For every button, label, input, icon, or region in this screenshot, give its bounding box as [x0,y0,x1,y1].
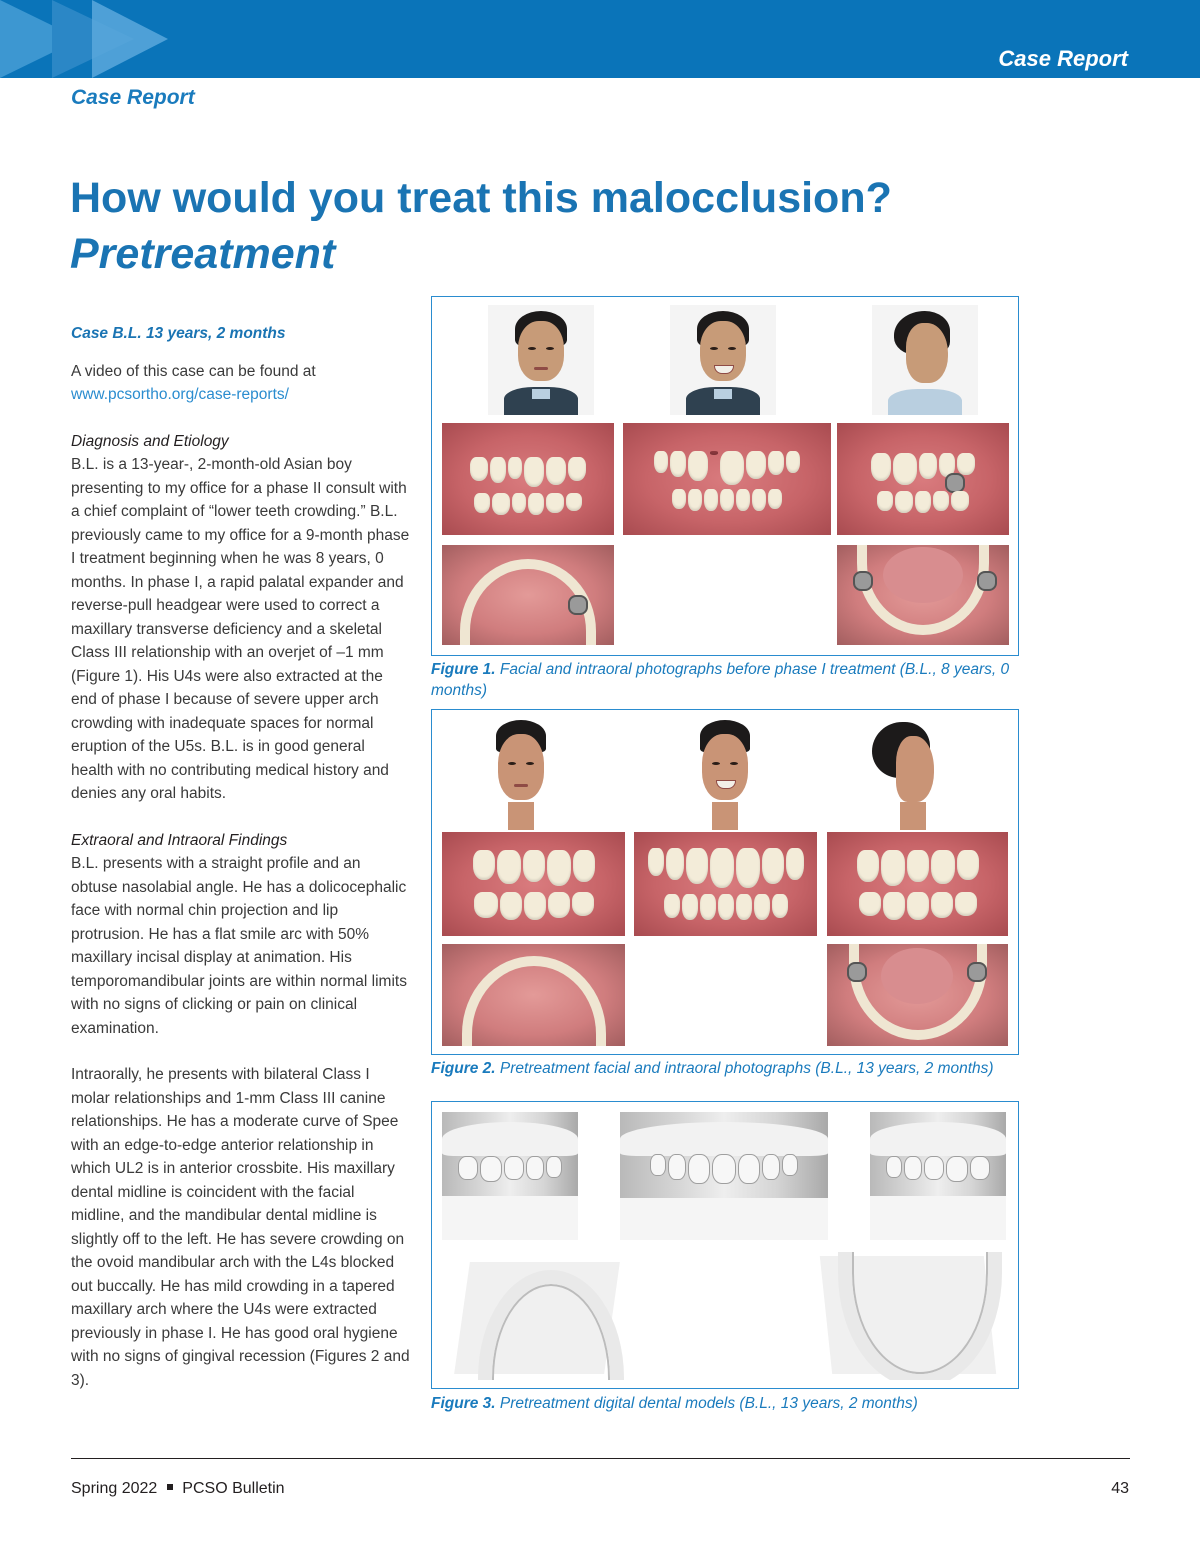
figure-1 [431,296,1019,656]
occlusal-photo-lower [837,545,1009,645]
footer-divider [71,1458,1130,1459]
section-tag: Case Report [71,86,195,109]
figure-label: Figure 1. [431,661,496,678]
dental-model-occlusal-upper [444,1252,634,1380]
intraoral-photo-right [442,423,614,535]
figure-caption-text: Facial and intraoral photographs before phase I treatment (B.L., 8 years, 0 months) [431,661,1010,699]
section-heading: Extraoral and Intraoral Findings [71,831,288,849]
header-banner [0,0,1200,78]
video-note-text: A video of this case can be found at [71,362,316,380]
page-number: 43 [1111,1480,1129,1497]
section-heading: Diagnosis and Etiology [71,432,229,450]
video-link[interactable]: www.pcsortho.org/case-reports/ [71,386,289,403]
facial-photo-profile [852,718,950,830]
dental-model-occlusal-lower [802,1252,1010,1380]
figure-caption [431,1058,1021,1079]
footer-issue [71,1480,285,1498]
page-title [70,170,892,282]
occlusal-photo-upper [442,944,625,1046]
chevron-decoration [92,0,168,78]
section-body: Intraorally, he presents with bilateral Class I molar relationships and 1-mm Class III canine relationships. He has a moderate curve of Spee with an edge-to-edge anterior relationship in which UL2 is in anterior crossbite. His maxillary dental midline is coincident with the facial midline, and the mandibular dental midline is slightly off to the left. He has severe crowding on the ovoid mandibular arch with the L4s blocked out buccally. He has mild crowding in a tapered maxillary arch where the U4s were extracted previously in phase I. He has good oral hygiene with no signs of gingival recession (Figures 2 and 3). [71,1066,410,1389]
footer-issue-date: Spring 2022 [71,1480,158,1497]
occlusal-photo-lower [827,944,1008,1046]
video-note [71,360,411,407]
title-subtitle: Pretreatment [70,230,336,278]
intraoral-photo-frontal [623,423,831,535]
intraoral-photo-frontal [634,832,817,936]
intraoral-photo-right [442,832,625,936]
figure-2 [431,709,1019,1055]
figure-caption [431,659,1021,701]
article-text [71,322,411,1392]
figure-caption-text: Pretreatment digital dental models (B.L., 13 years, 2 months) [495,1395,918,1412]
section-body: B.L. presents with a straight profile and an obtuse nasolabial angle. He has a dolicocephalic face with normal chin projection and lip protrusion. He has a flat smile arc with 50% maxillary incisal display at animation. His temporomandibular joints are within normal limits with no signs of clicking or pain on clinical examination. [71,855,407,1037]
dental-model-right [442,1112,578,1240]
figure-label: Figure 3. [431,1395,496,1412]
figure-caption [431,1393,1021,1414]
dental-model-left [870,1112,1006,1240]
section-body: B.L. is a 13-year-, 2-month-old Asian boy presenting to my office for a phase II consult with a chief complaint of “lower teeth crowding.” B.L. previously came to my office for a 9-month phase I treatment beginning when he was 8 years, 0 months. In phase I, a rapid palatal expander and reverse-pull headgear were used to correct a maxillary transverse deficiency and a skeletal Class III relationship with an overjet of –1 mm (Figure 1). His U4s were also extracted at the end of phase I because of severe upper arch crowding with inadequate spaces for normal eruption of the U5s. B.L. is in good general health with no contributing medical history and denies any oral habits. [71,456,410,802]
facial-photo-profile [872,305,978,415]
figure-label: Figure 2. [431,1060,496,1077]
intraoral-photo-left [827,832,1008,936]
occlusal-photo-upper [442,545,614,645]
facial-photo-smile [670,305,776,415]
figure-caption-text: Pretreatment facial and intraoral photographs (B.L., 13 years, 2 months) [495,1060,994,1077]
banner-label: Case Report [998,46,1128,71]
facial-photo-frontal [472,718,570,830]
case-heading: Case B.L. 13 years, 2 months [71,325,286,342]
facial-photo-smile [676,718,774,830]
footer-publication: PCSO Bulletin [182,1480,285,1497]
facial-photo-frontal [488,305,594,415]
square-bullet-icon [167,1484,173,1490]
figure-3 [431,1101,1019,1389]
title-line: How would you treat this malocclusion? [70,174,892,222]
intraoral-photo-left [837,423,1009,535]
dental-model-frontal [620,1112,828,1240]
